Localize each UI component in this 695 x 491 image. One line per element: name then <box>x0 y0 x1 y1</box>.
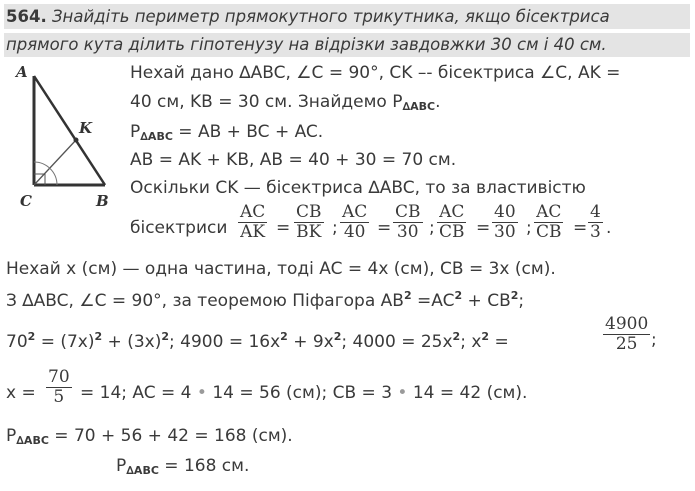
denominator: 30 <box>396 222 419 242</box>
superscript-2: 2 <box>161 330 170 343</box>
answer-value: = 168 см. <box>158 456 250 476</box>
denominator: CB <box>536 222 562 242</box>
semicolon: ; <box>429 218 435 238</box>
subscript-abc: ∆ABC <box>16 434 49 447</box>
solution-line-11 <box>6 426 293 447</box>
period: . <box>606 218 612 238</box>
superscript-2: 2 <box>94 330 103 343</box>
fraction-ac-40 <box>340 203 369 242</box>
problem-text-2: прямого кута ділить гіпотенузу на відрізки завдовжки 30 см і 40 см. <box>6 35 607 54</box>
numerator: 4 <box>590 202 601 222</box>
superscript-2: 2 <box>280 330 288 343</box>
triangle-figure <box>10 58 122 210</box>
superscript-2: 2 <box>403 289 412 302</box>
solution-line-10-x: x = <box>6 383 36 403</box>
denominator: 3 <box>590 222 601 242</box>
multiplication-dot: • <box>397 383 408 403</box>
expr-16x: ; 4900 = 16x <box>169 332 281 352</box>
problem-statement-line-1 <box>4 4 690 29</box>
equals-sign: = <box>276 218 291 238</box>
denominator: AK <box>240 222 266 242</box>
fraction-40-30 <box>492 203 518 242</box>
answer-line <box>116 456 249 477</box>
solution-line-2-end: . <box>435 92 441 112</box>
problem-number: 564. <box>6 7 47 26</box>
semicolon: ; <box>332 218 338 238</box>
fraction-70-5 <box>46 368 72 407</box>
denominator: 5 <box>53 387 65 407</box>
superscript-2: 2 <box>481 330 490 343</box>
expr-70: 70 <box>6 332 28 352</box>
pythagoras-end: ; <box>518 291 525 311</box>
solution-line-10 <box>80 383 527 403</box>
expr-equals: = <box>489 332 509 352</box>
equals-sign: = <box>377 218 392 238</box>
semicolon: ; <box>651 330 657 350</box>
solution-line-9 <box>6 330 509 352</box>
fraction-ac-cb <box>437 203 467 242</box>
numerator: CB <box>395 202 421 222</box>
superscript-2: 2 <box>454 289 463 302</box>
solution-line-7: Нехай x (см) — одна частина, тоді AC = 4x (см), CB = 3x (см). <box>6 259 556 279</box>
expr-25x: ; 4000 = 25x <box>341 332 453 352</box>
solution-line-2 <box>130 92 441 113</box>
perimeter-symbol: P <box>6 426 17 446</box>
label-k: K <box>79 119 93 137</box>
problem-statement-line-2 <box>4 33 690 57</box>
fraction-cb-30 <box>393 203 423 242</box>
numerator: 70 <box>48 367 70 387</box>
label-b: B <box>96 192 109 210</box>
denominator: CB <box>439 222 465 242</box>
side-ab <box>34 76 105 185</box>
solution-line-8 <box>6 289 524 311</box>
numerator: AC <box>536 202 562 222</box>
solution-line-1: Нехай дано ∆ABC, ∠C = 90°, CK –- бісектриса ∠C, AK = <box>130 63 621 83</box>
fraction-4-3 <box>588 203 603 242</box>
subscript-abc: ∆ABC <box>126 464 159 477</box>
denominator: BK <box>296 222 322 242</box>
fraction-ac-cb-2 <box>534 203 564 242</box>
subscript-abc: ∆ABC <box>402 100 436 113</box>
equals-sign: = <box>573 218 588 238</box>
expr-x: ; x <box>460 332 482 352</box>
solution-line-2-text: 40 см, KB = 30 см. Знайдемо P <box>130 92 403 112</box>
multiplication-dot: • <box>196 383 207 403</box>
solution-line-3 <box>130 122 323 143</box>
fraction-4900-25 <box>603 315 650 354</box>
expr-7x: = (7x) <box>35 332 95 352</box>
perimeter-sum: = 70 + 56 + 42 = 168 (см). <box>48 426 293 446</box>
denominator: 40 <box>343 222 366 242</box>
pythagoras-cb: + CB <box>462 291 511 311</box>
label-a: A <box>16 63 28 81</box>
expr-3x: + (3x) <box>102 332 162 352</box>
problem-text-1: Знайдіть периметр прямокутного трикутника, якщо бісектриса <box>51 7 610 26</box>
superscript-2: 2 <box>510 289 519 302</box>
equals-sign: = <box>476 218 491 238</box>
numerator: AC <box>342 202 368 222</box>
solution-line-6-label: бісектриси <box>130 218 228 238</box>
solution-line-4: AB = AK + KB, AB = 40 + 30 = 70 см. <box>130 150 457 170</box>
label-c: C <box>20 192 32 210</box>
fraction-cb-bk <box>294 203 324 242</box>
perimeter-symbol: P <box>116 456 127 476</box>
pythagoras-ac: =AC <box>411 291 455 311</box>
denominator: 25 <box>615 334 638 354</box>
superscript-2: 2 <box>452 330 461 343</box>
numerator: AC <box>439 202 465 222</box>
solution-line-3-text: = AB + BC + AC. <box>172 122 324 142</box>
semicolon: ; <box>526 218 532 238</box>
point-k <box>74 138 79 143</box>
superscript-2: 2 <box>27 330 36 343</box>
result-ac-calc: = 14; AC = 4 <box>80 383 192 403</box>
perimeter-symbol: P <box>130 122 141 142</box>
numerator: 4900 <box>605 314 649 334</box>
fraction-ac-ak <box>238 203 267 242</box>
numerator: 40 <box>494 202 516 222</box>
numerator: CB <box>296 202 322 222</box>
pythagoras-text: З ∆ABC, ∠C = 90°, за теоремою Піфагора AB <box>6 291 404 311</box>
superscript-2: 2 <box>333 330 342 343</box>
subscript-abc: ∆ABC <box>140 130 173 143</box>
solution-line-5: Оскільки CK — бісектриса ∆ABC, то за властивістю <box>130 178 586 198</box>
result-cb: 14 = 42 (см). <box>412 383 528 403</box>
numerator: AC <box>240 202 266 222</box>
expr-9x: + 9x <box>287 332 334 352</box>
denominator: 30 <box>494 222 516 242</box>
result-cb-calc: 14 = 56 (см); CB = 3 <box>212 383 393 403</box>
